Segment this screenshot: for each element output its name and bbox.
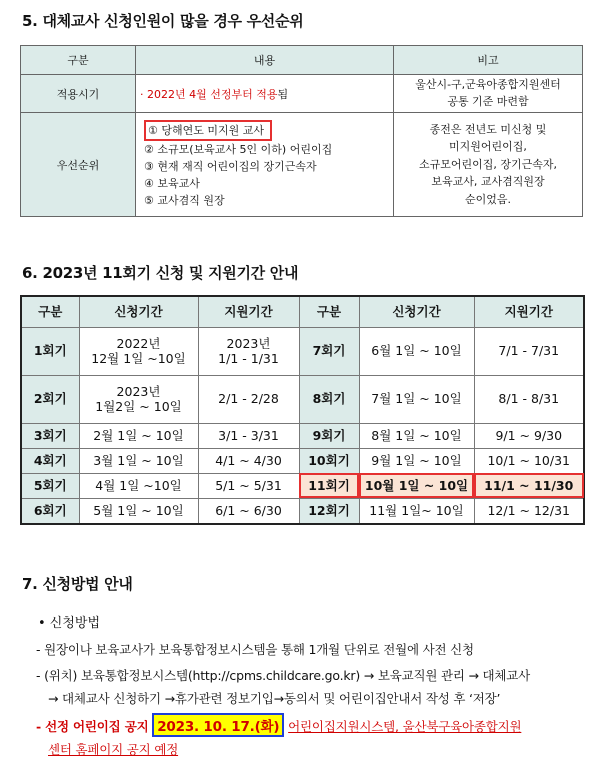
- section-6-title: 6. 2023년 11회기 신청 및 지원기간 안내: [22, 264, 299, 282]
- support-period: 5/1 ~ 5/31: [198, 473, 299, 498]
- apply-period: 2023년 1월2일 ~ 10일: [79, 376, 198, 424]
- round-label: 2회기: [21, 376, 79, 424]
- header-support: 지원기간: [198, 296, 299, 328]
- apply-period: 5월 1일 ~ 10일: [79, 498, 198, 524]
- apply-period-tail: 됨: [277, 87, 289, 101]
- round-label: 7회기: [299, 328, 359, 376]
- note-line: 종전은 전년도 미신청 및: [429, 122, 547, 136]
- apply-period-highlight: 10월 1일 ~ 10일: [359, 473, 474, 498]
- label-priority: 우선순위: [21, 113, 136, 217]
- apply-period-note: [394, 75, 583, 113]
- support-period: 3/1 - 3/31: [198, 424, 299, 449]
- method-line-4: [36, 713, 521, 737]
- apply-period: 6월 1일 ~ 10일: [359, 328, 474, 376]
- header-content: 내용: [136, 46, 394, 75]
- priority-list: [136, 113, 394, 217]
- priority-note: [394, 113, 583, 217]
- support-period-highlight: 11/1 ~ 11/30: [474, 473, 584, 498]
- note-line: 순이었음.: [464, 192, 511, 206]
- round-label: 9회기: [299, 424, 359, 449]
- apply-period: 4월 1일 ~10일: [79, 473, 198, 498]
- support-period: 4/1 ~ 4/30: [198, 449, 299, 474]
- priority-item-4: ④ 보육교사: [144, 177, 200, 191]
- round-label: 10회기: [299, 449, 359, 474]
- apply-period: 9월 1일 ~ 10일: [359, 449, 474, 474]
- round-label: 1회기: [21, 328, 79, 376]
- table-row: [21, 449, 584, 474]
- support-period: 9/1 ~ 9/30: [474, 424, 584, 449]
- table-row: [21, 376, 584, 424]
- support-period: 2023년 1/1 - 1/31: [198, 328, 299, 376]
- priority-table: [20, 45, 583, 217]
- apply-period: 2022년 12월 1일 ~10일: [79, 328, 198, 376]
- round-label: 12회기: [299, 498, 359, 524]
- priority-item-3: ③ 현재 재직 어린이집의 장기근속자: [144, 159, 317, 173]
- section-5-title: 5. 대체교사 신청인원이 많을 경우 우선순위: [22, 12, 304, 30]
- priority-item-5: ⑤ 교사겸직 원장: [144, 194, 225, 208]
- support-period: 7/1 - 7/31: [474, 328, 584, 376]
- header-round: 구분: [21, 296, 79, 328]
- apply-period-red-text: · 2022년 4월 선정부터 적용: [140, 87, 278, 101]
- apply-period: 2월 1일 ~ 10일: [79, 424, 198, 449]
- header-apply: 신청기간: [79, 296, 198, 328]
- apply-period: 3월 1일 ~ 10일: [79, 449, 198, 474]
- bullet-apply-method: • 신청방법: [38, 616, 101, 631]
- support-period: 12/1 ~ 12/31: [474, 498, 584, 524]
- support-period: 2/1 - 2/28: [198, 376, 299, 424]
- header-category: 구분: [21, 46, 136, 75]
- method-line-1: - 원장이나 보육교사가 보육통합정보시스템을 통해 1개월 단위로 전월에 사전 신청: [36, 642, 474, 657]
- header-apply: 신청기간: [359, 296, 474, 328]
- support-period: 8/1 - 8/31: [474, 376, 584, 424]
- method-line-5: 센터 홈페이지 공지 예정: [48, 742, 179, 757]
- table-row: [21, 498, 584, 524]
- note-line: 소규모어린이집, 장기근속자,: [418, 157, 557, 171]
- header-support: 지원기간: [474, 296, 584, 328]
- table-row: [21, 328, 584, 376]
- note-line: 보육교사, 교사겸직원장: [431, 175, 545, 189]
- priority-item-2: ② 소규모(보육교사 5인 이하) 어린이집: [144, 142, 333, 156]
- round-label-highlight: 11회기: [299, 473, 359, 498]
- apply-period: 11월 1일~ 10일: [359, 498, 474, 524]
- apply-period: 8월 1일 ~ 10일: [359, 424, 474, 449]
- note-line: 미지원어린이집,: [449, 140, 527, 154]
- round-label: 6회기: [21, 498, 79, 524]
- announce-suffix: 어린이집지원시스템, 울산북구육아종합지원: [288, 719, 522, 734]
- table-row: [21, 473, 584, 498]
- note-line: 공통 기준 마련함: [447, 94, 529, 108]
- apply-period-content: [136, 75, 394, 113]
- priority-item-1: ① 당해연도 미지원 교사: [144, 120, 272, 141]
- section-7-title: 7. 신청방법 안내: [22, 575, 133, 593]
- round-label: 5회기: [21, 473, 79, 498]
- header-round: 구분: [299, 296, 359, 328]
- method-line-3: → 대체교사 신청하기 →휴가관련 정보기입→동의서 및 어린이집안내서 작성 후 ‘저장’: [48, 691, 501, 706]
- apply-period: 7월 1일 ~ 10일: [359, 376, 474, 424]
- label-apply-period: 적용시기: [21, 75, 136, 113]
- table-row: [21, 424, 584, 449]
- round-label: 8회기: [299, 376, 359, 424]
- support-period: 10/1 ~ 10/31: [474, 449, 584, 474]
- header-note: 비고: [394, 46, 583, 75]
- support-period: 6/1 ~ 6/30: [198, 498, 299, 524]
- announce-prefix: - 선정 어린이집 공지: [36, 719, 149, 734]
- announce-date: 2023. 10. 17.(화): [152, 713, 284, 737]
- note-line: 울산시-구,군육아종합지원센터: [415, 78, 561, 91]
- round-label: 4회기: [21, 449, 79, 474]
- schedule-table: [20, 295, 583, 525]
- method-line-2: - (위치) 보육통합정보시스템(http://cpms.childcare.go.kr) → 보육교직원 관리 → 대체교사: [36, 668, 531, 683]
- round-label: 3회기: [21, 424, 79, 449]
